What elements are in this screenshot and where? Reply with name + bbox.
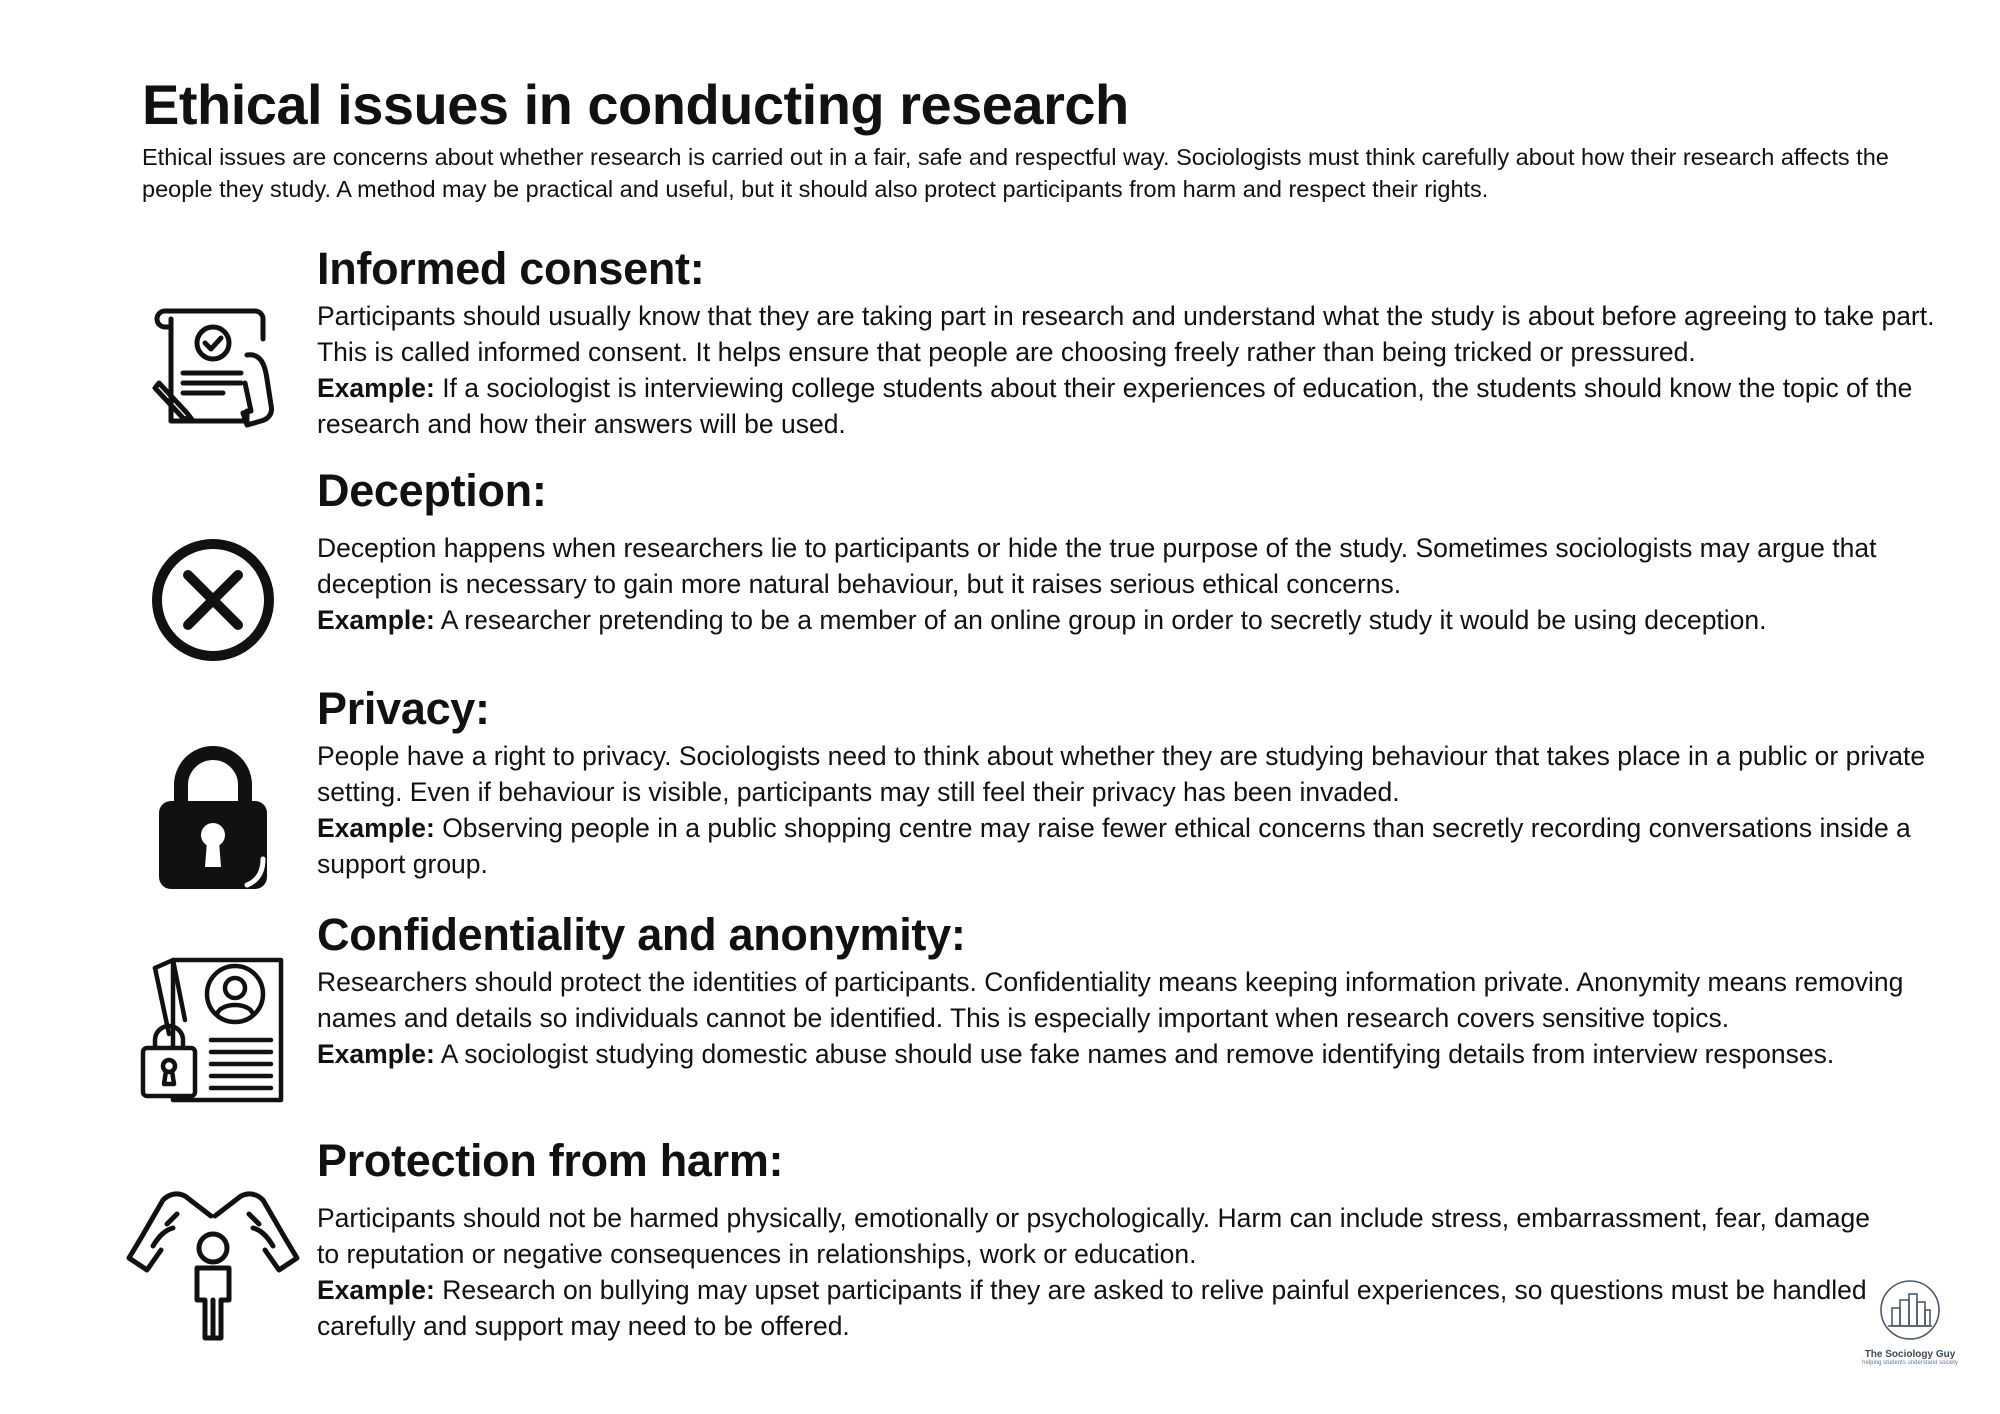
section-body: Participants should usually know that they are taking part in research and understand what the study is about before agreeing to take part. This is called informed consent. It helps ensure that people are choosing freely rather than being tricked or pressured. xyxy=(317,300,1935,367)
example-text: Observing people in a public shopping centre may raise fewer ethical concerns than secretly recording conversations inside a support group. xyxy=(317,812,1911,879)
example-text: If a sociologist is interviewing college students about their experiences of education, the students should know the topic of the research and how their answers will be used. xyxy=(317,372,1913,439)
section-heading: Deception: xyxy=(317,465,547,516)
example-label: Example: xyxy=(317,1038,435,1069)
intro-paragraph: Ethical issues are concerns about whether research is carried out in a fair, safe and respectful way. Sociologists must think carefully about how their research affects the people they study. A method may be practical and useful, but it should also protect participants from harm and respect their rights. xyxy=(142,144,1889,202)
section-heading: Privacy: xyxy=(317,683,490,734)
padlock-icon xyxy=(118,728,308,908)
example-label: Example: xyxy=(317,812,435,843)
section-example xyxy=(317,370,1957,442)
section-body: People have a right to privacy. Sociologists need to think about whether they are studying behaviour that takes place in a public or private setting. Even if behaviour is visible, participants may still feel their privacy has been invaded. xyxy=(317,740,1926,807)
section-heading: Protection from harm: xyxy=(317,1135,784,1186)
page-title: Ethical issues in conducting research xyxy=(142,73,1129,136)
example-text: A researcher pretending to be a member of an online group in order to secretly study it would be using deception. xyxy=(434,604,1767,635)
section-example xyxy=(317,602,1957,638)
section-body: Deception happens when researchers lie to participants or hide the true purpose of the study. Sometimes sociologists may argue that deception is necessary to gain more natural behaviour, but it raises serious ethical concerns. xyxy=(317,532,1877,599)
example-text: Research on bullying may upset participants if they are asked to relive painful experiences, so questions must be handled carefully and support may need to be offered. xyxy=(317,1274,1867,1341)
signed-document-icon xyxy=(118,279,308,459)
example-label: Example: xyxy=(317,604,435,635)
section-example xyxy=(317,810,1957,882)
section-example xyxy=(317,1272,1897,1344)
x-circle-icon xyxy=(118,510,308,690)
section-heading: Confidentiality and anonymity: xyxy=(317,909,966,960)
section-body: Researchers should protect the identities of participants. Confidentiality means keeping information private. Anonymity means removing names and details so individuals cannot be identified. This is especially important when research covers sensitive topics. xyxy=(317,966,1904,1033)
example-label: Example: xyxy=(317,372,435,403)
example-label: Example: xyxy=(317,1274,435,1305)
locked-profile-icon xyxy=(118,938,308,1118)
logo-tagline: helping students understand society xyxy=(1862,1360,1958,1366)
section-example xyxy=(317,1036,1957,1072)
city-circle-logo-icon xyxy=(1878,1278,1942,1342)
section-heading: Informed consent: xyxy=(317,243,705,294)
protecting-hands-icon xyxy=(118,1176,308,1356)
brand-logo xyxy=(1850,1278,1970,1378)
section-body: Participants should not be harmed physically, emotionally or psychologically. Harm can include stress, embarrassment, fear, damage to reputation or negative consequences in relationships, work or education. xyxy=(317,1202,1870,1269)
example-text: A sociologist studying domestic abuse should use fake names and remove identifying details from interview responses. xyxy=(434,1038,1835,1069)
logo-name: The Sociology Guy xyxy=(1864,1349,1956,1360)
